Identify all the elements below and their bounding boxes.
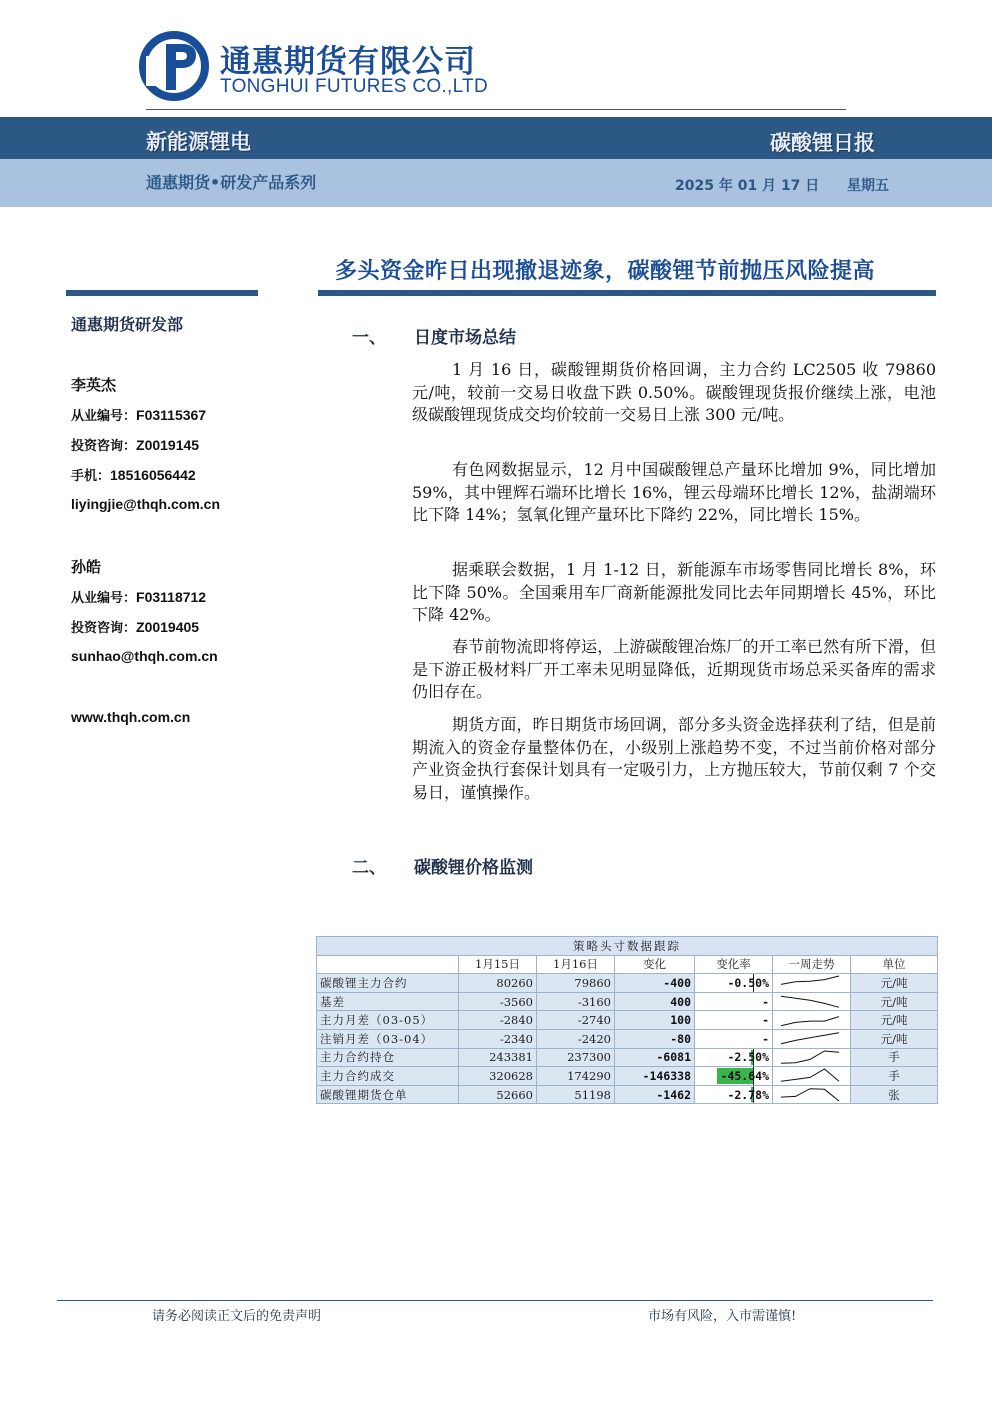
risk-warning: 市场有风险，入市需谨慎!: [648, 1309, 797, 1324]
unit: 张: [851, 1085, 938, 1104]
consult-value: Z0019145: [136, 437, 200, 453]
license-label: 从业编号：: [71, 409, 137, 424]
sparkline-path: [781, 996, 839, 1007]
license-label: 从业编号：: [71, 591, 137, 606]
license-value: F03115367: [136, 407, 207, 423]
analyst-consult: [71, 617, 199, 636]
disclaimer-note: 请务必阅读正文后的免责声明: [152, 1309, 322, 1324]
change-rate: [695, 1085, 773, 1104]
row-label: 碳酸锂主力合约: [317, 974, 459, 993]
change-rate: [695, 1067, 773, 1086]
rate-text: -: [762, 994, 769, 1009]
sidebar-top-rule: [66, 290, 258, 296]
value-jan16: 237300: [537, 1048, 615, 1067]
table-header-row: [317, 955, 938, 974]
unit: 元/吨: [851, 1029, 938, 1048]
column-header: 单位: [851, 955, 938, 974]
table-caption: 策略头寸数据跟踪: [317, 937, 938, 956]
change-rate: [695, 974, 773, 993]
table-row: [317, 1067, 938, 1086]
paragraph: 1 月 16 日，碳酸锂期货价格回调，主力合约 LC2505 收 79860 元/吨，较前一交易日收盘下跌 0.50%。碳酸锂现货报价继续上涨，电池级碳酸锂现货成交均价较前一交易日上涨 300 元/吨。: [412, 360, 936, 424]
company-name-en: TONGHUI FUTURES CO.,LTD: [220, 76, 488, 97]
report-category: 新能源锂电: [146, 130, 251, 154]
section-number: 一、: [352, 328, 386, 348]
table-row: [317, 974, 938, 993]
analyst-consult: [71, 435, 199, 454]
analyst-phone: [71, 465, 196, 484]
sparkline: [773, 1049, 847, 1066]
change-value: -6081: [615, 1048, 695, 1067]
unit: 手: [851, 1048, 938, 1067]
analyst-email[interactable]: sunhao@thqh.com.cn: [71, 648, 218, 664]
consult-label: 投资咨询：: [71, 439, 137, 454]
analyst-name: 李英杰: [71, 376, 117, 394]
table-row: [317, 1029, 938, 1048]
value-jan15: -2340: [459, 1029, 537, 1048]
research-dept: 通惠期货研发部: [71, 315, 184, 334]
rate-text: -: [762, 1031, 769, 1046]
row-label: 主力月差（03-05）: [317, 1011, 459, 1030]
paragraph: 期货方面，昨日期货市场回调，部分多头资金选择获利了结，但是前期流入的资金存量整体仍在，小级别上涨趋势不变，不过当前价格对部分产业资金执行套保计划具有一定吸引力，上方抛压较大，节前仅剩 7 个交易日，谨慎操作。: [412, 715, 936, 802]
table-row: [317, 1085, 938, 1104]
weekly-trend: [773, 974, 851, 993]
row-label: 主力合约持仓: [317, 1048, 459, 1067]
weekly-trend: [773, 1048, 851, 1067]
sparkline: [773, 1067, 847, 1084]
sparkline-path: [781, 976, 839, 984]
report-date: 2025 年 01 月 17 日: [675, 178, 820, 194]
table-row: [317, 992, 938, 1011]
change-value: 100: [615, 1011, 695, 1030]
analyst-name: 孙皓: [71, 558, 102, 576]
analyst-license: [71, 405, 206, 424]
paragraph: 据乘联会数据，1 月 1-12 日，新能源车市场零售同比增长 8%，环比下降 50%。全国乘用车厂商新能源批发同比去年同期增长 45%，环比下降 42%。: [412, 560, 936, 624]
unit: 元/吨: [851, 992, 938, 1011]
rate-text: -0.50%: [727, 975, 769, 990]
weekly-trend: [773, 1029, 851, 1048]
weekly-trend: [773, 992, 851, 1011]
change-value: -400: [615, 974, 695, 993]
sparkline-path: [781, 1051, 839, 1063]
website-link[interactable]: www.thqh.com.cn: [71, 709, 191, 725]
footer-divider: [57, 1300, 933, 1301]
change-rate: [695, 1029, 773, 1048]
table-row: [317, 1048, 938, 1067]
value-jan16: -3160: [537, 992, 615, 1011]
sparkline: [773, 1030, 847, 1047]
value-jan16: 174290: [537, 1067, 615, 1086]
table-row: [317, 1011, 938, 1030]
rate-text: -2.78%: [727, 1087, 769, 1102]
change-value: 400: [615, 992, 695, 1011]
change-rate: [695, 992, 773, 1011]
column-header: 1月16日: [537, 955, 615, 974]
company-name-cn: 通惠期货有限公司: [220, 44, 476, 80]
row-label: 主力合约成交: [317, 1067, 459, 1086]
column-header: 变化: [615, 955, 695, 974]
header-divider: [146, 109, 846, 110]
phone-label: 手机：: [71, 469, 111, 484]
change-value: -1462: [615, 1085, 695, 1104]
sparkline-path: [781, 1033, 839, 1044]
column-header: 一周走势: [773, 955, 851, 974]
consult-value: Z0019405: [136, 619, 200, 635]
title-underline: [318, 290, 936, 296]
sparkline: [773, 1012, 847, 1029]
change-rate: [695, 1048, 773, 1067]
weekly-trend: [773, 1085, 851, 1104]
report-type: 碳酸锂日报: [770, 131, 875, 155]
weekly-trend: [773, 1011, 851, 1030]
rate-text: -2.50%: [727, 1050, 769, 1065]
column-header: 变化率: [695, 955, 773, 974]
page-title: 多头资金昨日出现撤退迹象，碳酸锂节前抛压风险提高: [335, 259, 876, 284]
consult-label: 投资咨询：: [71, 621, 137, 636]
price-monitor-table: [316, 936, 938, 1104]
analyst-license: [71, 587, 206, 606]
phone-value: 18516056442: [110, 467, 196, 483]
paragraph: 春节前物流即将停运，上游碳酸锂冶炼厂的开工率已然有所下滑，但是下游正极材料厂开工率未见明显降低，近期现货市场总采买备库的需求仍旧存在。: [412, 637, 936, 701]
sparkline: [773, 993, 847, 1010]
company-logo: [138, 30, 210, 102]
rate-text: -45.64%: [720, 1068, 769, 1083]
value-jan15: -2840: [459, 1011, 537, 1030]
change-rate: [695, 1011, 773, 1030]
section-title: 碳酸锂价格监测: [414, 858, 533, 878]
unit: 元/吨: [851, 974, 938, 993]
value-jan16: -2740: [537, 1011, 615, 1030]
sparkline-path: [781, 1069, 839, 1081]
rate-text: -: [762, 1013, 769, 1028]
row-label: 基差: [317, 992, 459, 1011]
column-header: [317, 955, 459, 974]
value-jan16: -2420: [537, 1029, 615, 1048]
sparkline: [773, 1086, 847, 1103]
unit: 手: [851, 1067, 938, 1086]
value-jan15: 80260: [459, 974, 537, 993]
value-jan15: 320628: [459, 1067, 537, 1086]
value-jan16: 51198: [537, 1085, 615, 1104]
report-series: 通惠期货•研发产品系列: [146, 173, 317, 192]
change-value: -80: [615, 1029, 695, 1048]
row-label: 碳酸锂期货仓单: [317, 1085, 459, 1104]
value-jan15: 52660: [459, 1085, 537, 1104]
sparkline: [773, 974, 847, 991]
section-number: 二、: [352, 858, 386, 878]
weekly-trend: [773, 1067, 851, 1086]
section-title: 日度市场总结: [414, 328, 516, 348]
analyst-email[interactable]: liyingjie@thqh.com.cn: [71, 496, 220, 512]
sparkline-path: [781, 1089, 839, 1101]
row-label: 注销月差（03-04）: [317, 1029, 459, 1048]
column-header: 1月15日: [459, 955, 537, 974]
value-jan16: 79860: [537, 974, 615, 993]
license-value: F03118712: [136, 589, 207, 605]
unit: 元/吨: [851, 1011, 938, 1030]
value-jan15: -3560: [459, 992, 537, 1011]
report-weekday: 星期五: [847, 178, 889, 194]
change-value: -146338: [615, 1067, 695, 1086]
sparkline-path: [781, 1016, 839, 1025]
value-jan15: 243381: [459, 1048, 537, 1067]
paragraph: 有色网数据显示，12 月中国碳酸锂总产量环比增加 9%，同比增加 59%，其中锂辉石端环比增长 16%，锂云母端环比增长 12%，盐湖端环比下降 14%；氢氧化锂产量环比下降约 22%，同比增长 15%。: [412, 460, 936, 524]
